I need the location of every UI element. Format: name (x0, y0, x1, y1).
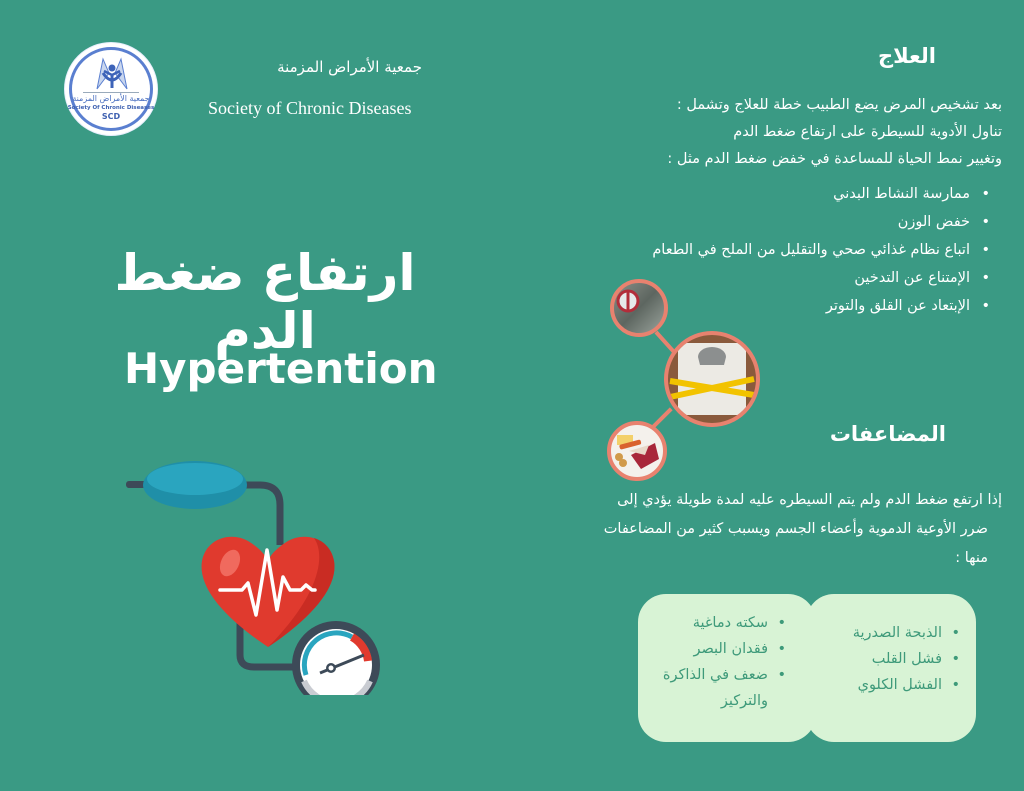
society-logo (64, 42, 158, 136)
treatment-intro (582, 92, 1002, 173)
list-item: • الذبحة الصدرية (816, 620, 962, 646)
org-name-arabic: جمعية الأمراض المزمنة (277, 58, 422, 76)
treatment-line: وتغيير نمط الحياة للمساعدة في خفض ضغط الدم مثل : (667, 151, 1002, 167)
cover-title-arabic: ارتفاع ضغط الدم (114, 244, 416, 360)
list-item: • خفض الوزن (590, 208, 990, 236)
complications-box-left (638, 594, 816, 742)
complications-heading: المضاعفات (829, 422, 946, 446)
complications-list-right (816, 620, 962, 698)
list-item: • الفشل الكلوي (816, 672, 962, 698)
list-item: • اتباع نظام غذائي صحي والتقليل من الملح في الطعام (590, 236, 990, 264)
complications-list-left (648, 610, 788, 714)
weight-scale-icon (668, 335, 756, 423)
no-smoking-icon (614, 283, 664, 333)
logo-figure-icon (89, 53, 135, 91)
list-item: • ممارسة النشاط البدني (590, 180, 990, 208)
logo-abbr: SCD (101, 112, 121, 121)
logo-divider (83, 92, 139, 93)
list-item: • سكته دماغية (648, 610, 788, 636)
treatment-line: بعد تشخيص المرض يضع الطبيب خطة للعلاج وتشمل : (676, 97, 1002, 113)
list-item: • فشل القلب (816, 646, 962, 672)
cover-title-english: Hypertention (124, 344, 438, 393)
connector-line (655, 331, 675, 353)
food-icon (611, 425, 663, 477)
complications-intro (542, 486, 1002, 573)
list-item: • فقدان البصر (648, 636, 788, 662)
list-item: • ضعف في الذاكرة والتركيز (648, 662, 788, 714)
treatment-line: تناول الأدوية للسيطرة على ارتفاع ضغط الدم (733, 124, 1002, 140)
org-name-english: Society of Chronic Diseases (208, 98, 412, 118)
list-item: • الإبتعاد عن القلق والتوتر (590, 292, 990, 320)
blood-pressure-heart-icon (120, 455, 390, 695)
no-smoking-photo (610, 279, 668, 337)
treatment-heading: العلاج (877, 44, 936, 68)
logo-english-text: Society Of Chronic Diseases (67, 105, 155, 111)
complications-box-right (806, 594, 976, 742)
list-item: • الإمتناع عن التدخين (590, 264, 990, 292)
complications-line: ضرر الأوعية الدموية وأعضاء الجسم ويسبب كثير من المضاعفات (603, 521, 988, 537)
complications-line: إذا ارتفع ضغط الدم ولم يتم السيطره عليه لمدة طويلة يؤدي إلى (617, 492, 1002, 508)
healthy-food-photo (607, 421, 667, 481)
weight-scale-photo (664, 331, 760, 427)
logo-arabic-text: جمعية الأمراض المزمنة (72, 94, 150, 103)
complications-line: منها : (955, 550, 988, 566)
